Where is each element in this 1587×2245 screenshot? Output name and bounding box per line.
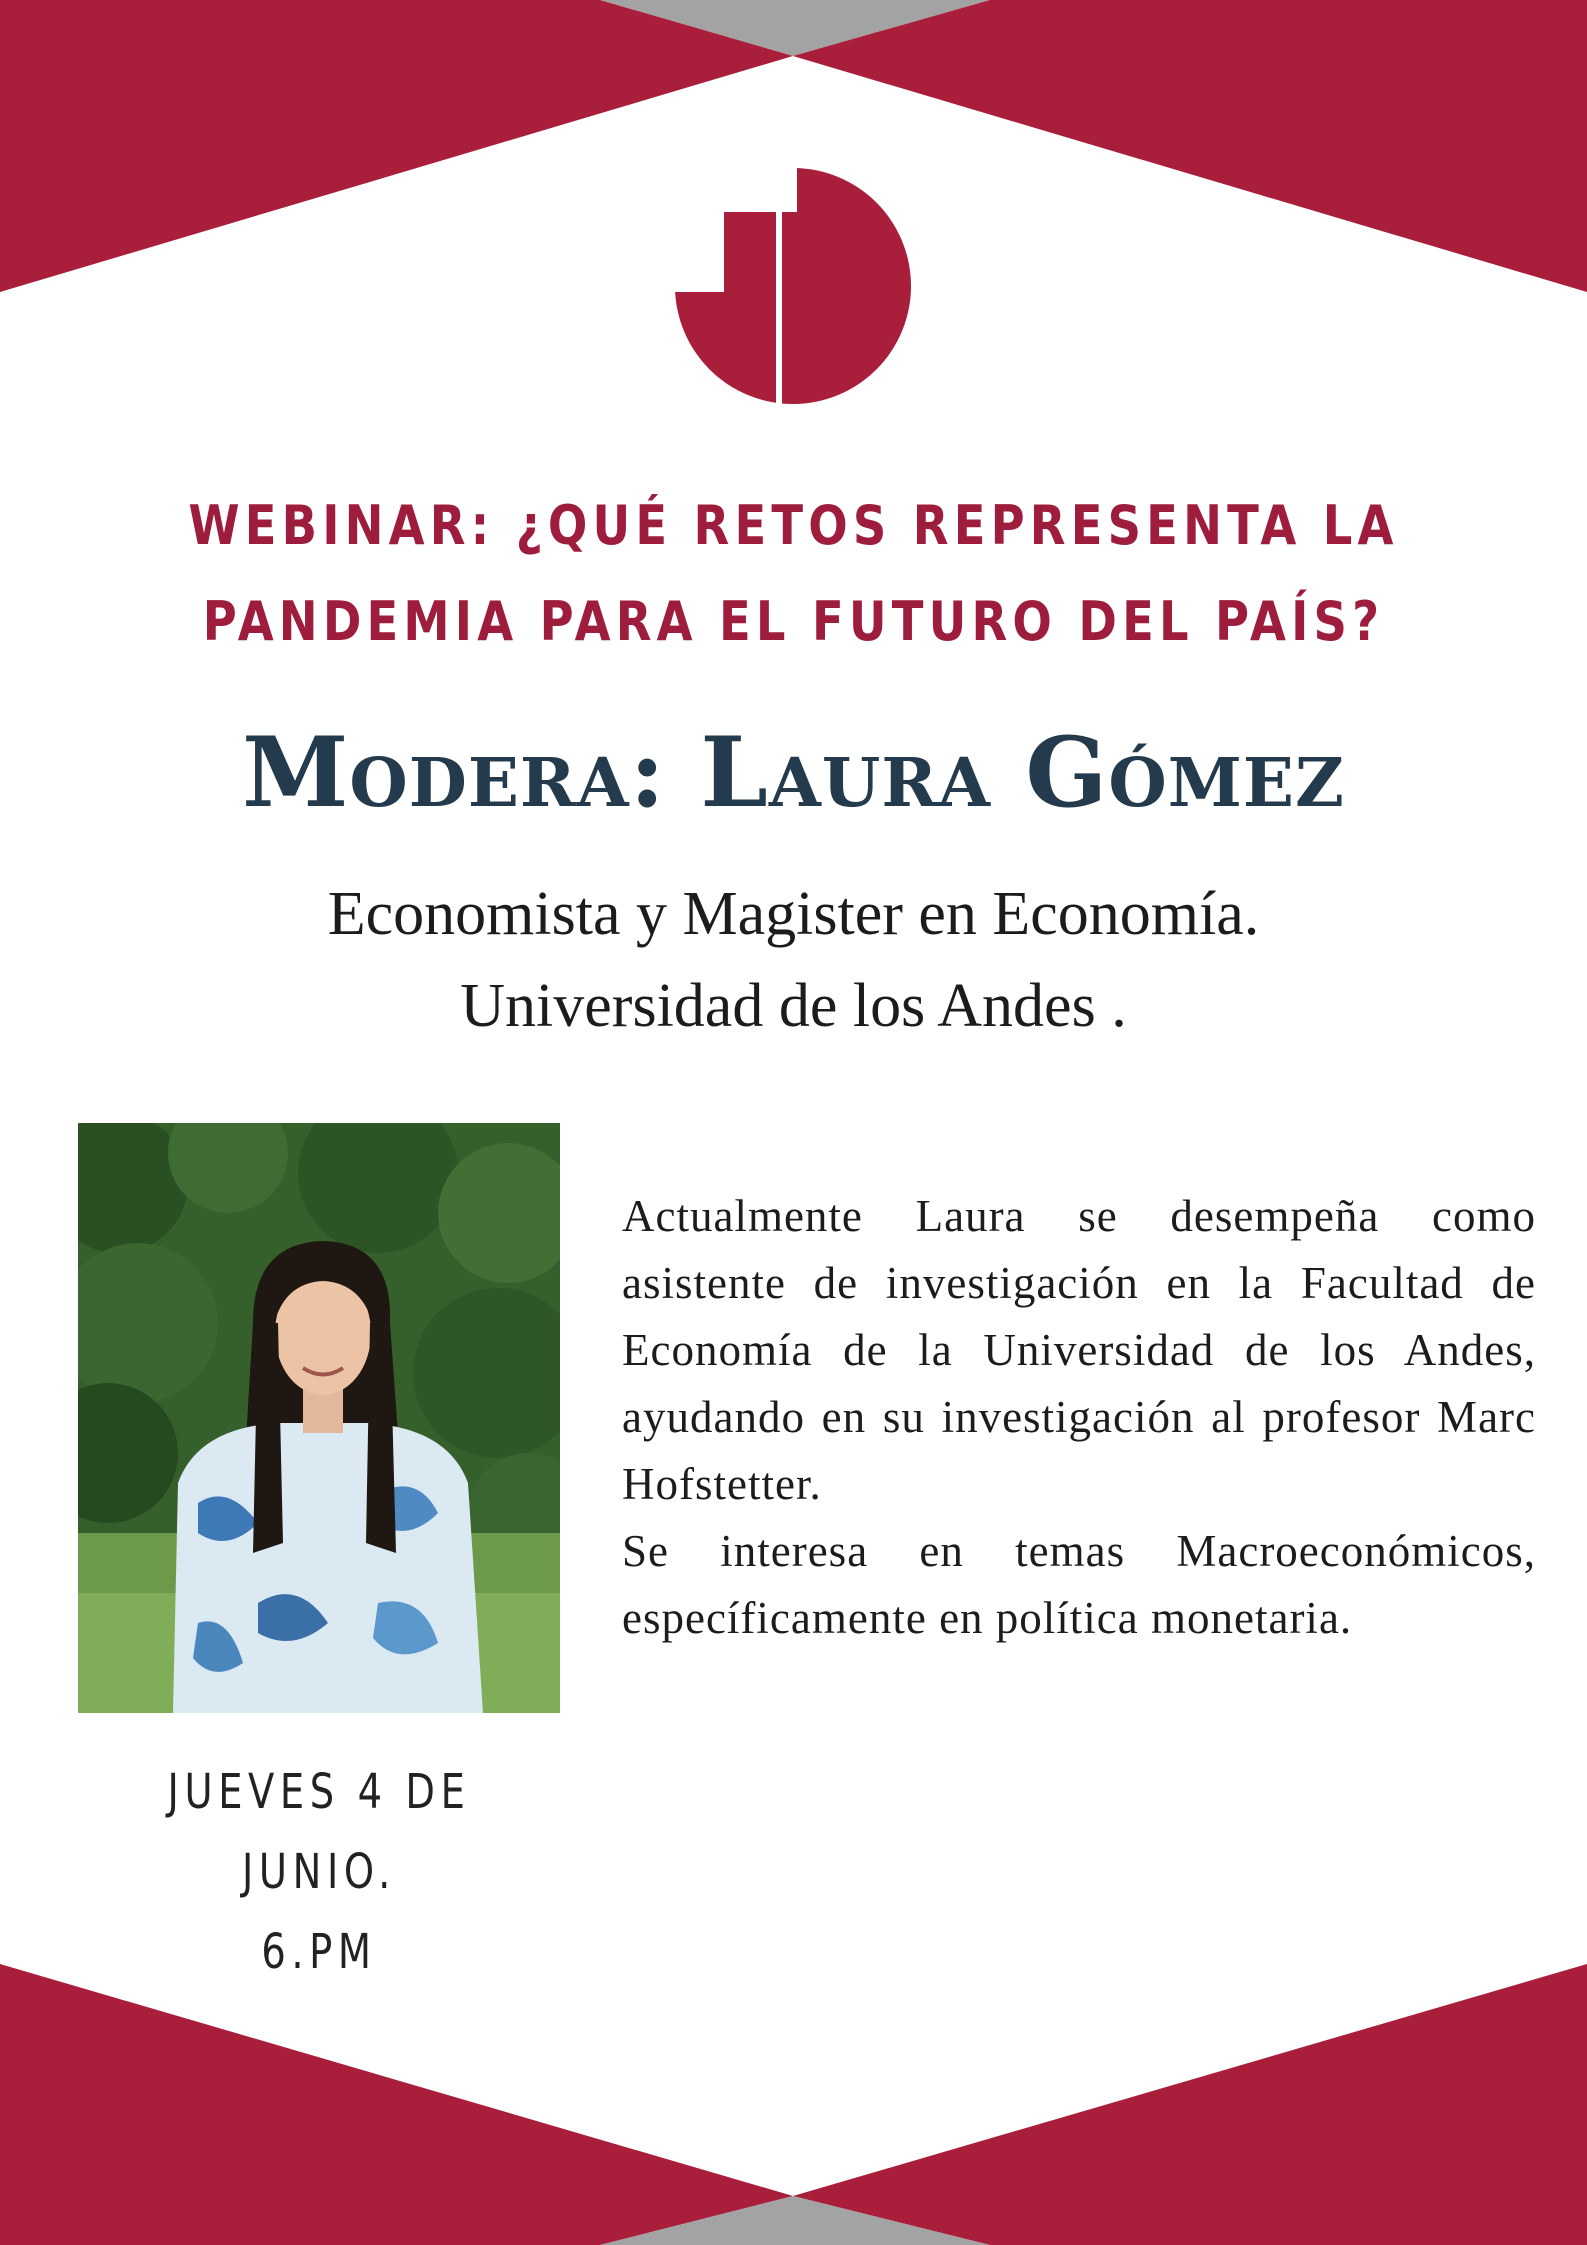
credentials-line-2: Universidad de los Andes . [460, 972, 1127, 1040]
credentials [0, 868, 1587, 1052]
portrait-photo [78, 1123, 560, 1713]
event-datetime [126, 1752, 512, 1992]
biography [622, 1183, 1536, 1652]
webinar-title-line-2: PANDEMIA PARA EL FUTURO DEL PAÍS? [202, 590, 1385, 653]
webinar-title [111, 478, 1476, 670]
webinar-title-line-1: WEBINAR: ¿QUÉ RETOS REPRESENTA LA [188, 494, 1399, 557]
bottom-left-red-shape [0, 1964, 793, 2245]
bottom-right-red-shape [793, 1964, 1587, 2245]
event-time: 6.PM [261, 1924, 377, 1980]
bar-chart-circle-logo [670, 168, 915, 408]
event-date: JUEVES 4 DE JUNIO. [167, 1764, 471, 1900]
moderator-heading: Modera: Laura Gómez [242, 716, 1345, 829]
credentials-line-1: Economista y Magister en Economía. [327, 880, 1260, 948]
biography-paragraph-1: Actualmente Laura se desempeña como asistente de investigación en la Facultad de Economía de la Universidad de los Andes, ayudando en su investigación al profesor Marc Hofstetter. [622, 1191, 1536, 1509]
biography-paragraph-2: Se interesa en temas Macroeconómicos, específicamente en política monetaria. [622, 1526, 1536, 1643]
